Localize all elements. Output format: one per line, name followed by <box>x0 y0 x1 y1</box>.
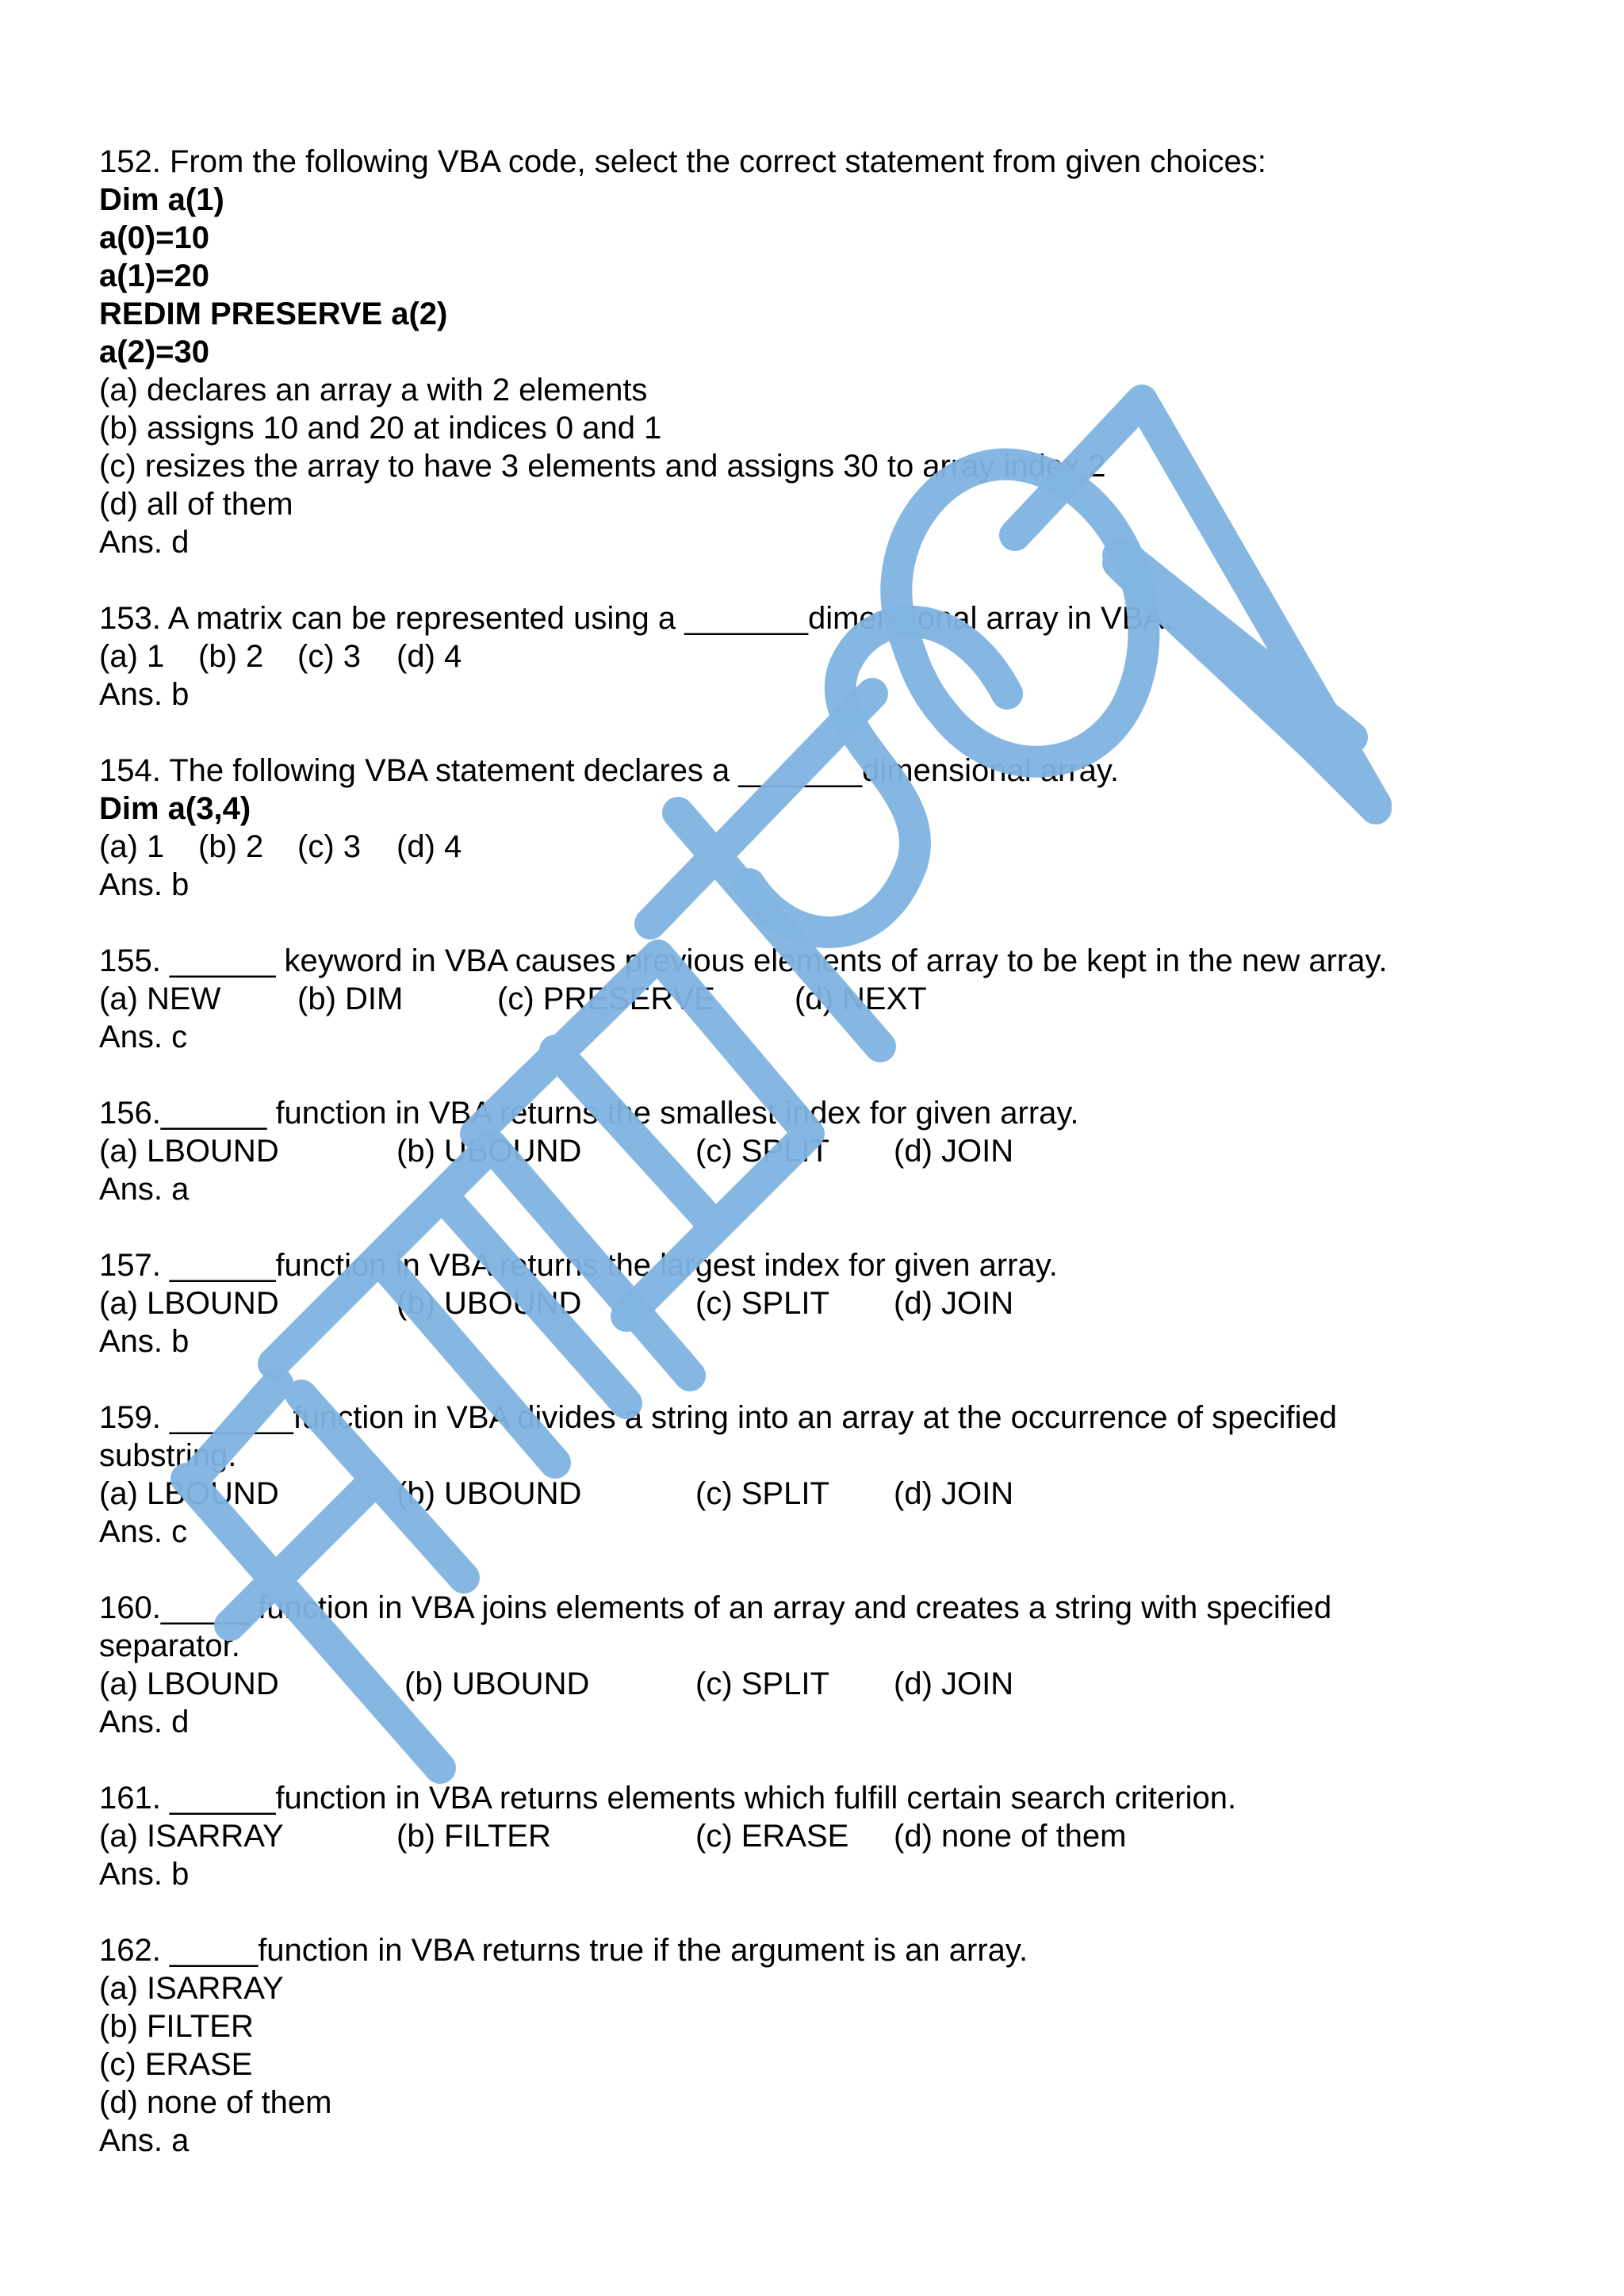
question-stem: 159. _______function in VBA divides a string into an array at the occurrence of specified <box>99 1400 1337 1435</box>
code-line: Dim a(1) <box>99 182 224 217</box>
question-stem: 157. ______function in VBA returns the largest index for given array. <box>99 1248 1058 1283</box>
option-d: (d) NEXT <box>795 982 927 1016</box>
question-159 <box>99 1399 1574 1551</box>
inline-options <box>99 1132 1574 1170</box>
option-b: (b) DIM <box>297 982 404 1016</box>
option-a: (a) LBOUND <box>99 1286 279 1321</box>
question-stem-continued: separator. <box>99 1628 240 1663</box>
question-stem-continued: substring. <box>99 1438 237 1473</box>
option-b: (b) assigns 10 and 20 at indices 0 and 1 <box>99 411 662 446</box>
answer: Ans. b <box>99 1324 190 1359</box>
option-d: (d) JOIN <box>894 1286 1014 1321</box>
answer: Ans. b <box>99 867 190 902</box>
inline-options <box>99 1817 1574 1855</box>
option-c: (c) ERASE <box>695 1819 849 1854</box>
question-stem: 156.______ function in VBA returns the smallest index for given array. <box>99 1096 1079 1131</box>
option-b: (b) UBOUND <box>396 1134 582 1169</box>
question-162 <box>99 1931 1574 2160</box>
question-list <box>99 143 1574 2198</box>
option-d: (d) none of them <box>99 2085 332 2120</box>
code-line: a(1)=20 <box>99 258 209 293</box>
question-stem: 155. ______ keyword in VBA causes previous elements of array to be kept in the new array. <box>99 943 1388 978</box>
question-stem: 162. _____function in VBA returns true if the argument is an array. <box>99 1933 1028 1968</box>
option-a: (a) 1 <box>99 829 165 864</box>
question-152 <box>99 143 1574 561</box>
question-155 <box>99 942 1574 1056</box>
option-c: (c) ERASE <box>99 2047 253 2082</box>
code-line: REDIM PRESERVE a(2) <box>99 297 448 331</box>
inline-options <box>99 1475 1574 1513</box>
question-160 <box>99 1589 1574 1741</box>
question-157 <box>99 1246 1574 1360</box>
question-stem: 161. ______function in VBA returns elements which fulfill certain search criterion. <box>99 1781 1237 1816</box>
option-a: (a) LBOUND <box>99 1476 279 1511</box>
answer: Ans. b <box>99 1857 190 1892</box>
question-153 <box>99 599 1574 714</box>
answer: Ans. d <box>99 525 190 560</box>
option-c: (c) SPLIT <box>695 1134 829 1169</box>
option-b: (b) UBOUND <box>404 1667 590 1701</box>
option-c: (c) 3 <box>297 639 361 674</box>
answer: Ans. c <box>99 1020 188 1054</box>
option-c: (c) SPLIT <box>695 1286 829 1321</box>
code-line: a(0)=10 <box>99 220 209 255</box>
option-d: (d) all of them <box>99 487 293 522</box>
option-a: (a) declares an array a with 2 elements <box>99 373 648 408</box>
inline-options <box>99 1284 1574 1322</box>
option-a: (a) ISARRAY <box>99 1819 284 1854</box>
option-a: (a) ISARRAY <box>99 1971 284 2006</box>
option-d: (d) JOIN <box>894 1134 1014 1169</box>
question-161 <box>99 1779 1574 1893</box>
answer: Ans. a <box>99 1172 190 1207</box>
option-b: (b) UBOUND <box>396 1476 582 1511</box>
option-d: (d) none of them <box>894 1819 1127 1854</box>
option-c: (c) 3 <box>297 829 361 864</box>
option-a: (a) LBOUND <box>99 1667 279 1701</box>
inline-options <box>99 980 1574 1018</box>
option-c: (c) SPLIT <box>695 1476 829 1511</box>
question-154 <box>99 752 1574 904</box>
option-c: (c) SPLIT <box>695 1667 829 1701</box>
question-stem: 152. From the following VBA code, select the correct statement from given choices: <box>99 144 1266 179</box>
option-a: (a) NEW <box>99 982 221 1016</box>
answer: Ans. a <box>99 2123 190 2158</box>
option-d: (d) 4 <box>396 639 462 674</box>
option-a: (a) LBOUND <box>99 1134 279 1169</box>
option-c: (c) resizes the array to have 3 elements and assigns 30 to array index 2 <box>99 449 1106 484</box>
option-b: (b) 2 <box>198 829 264 864</box>
option-c: (c) PRESERVE <box>497 982 715 1016</box>
option-b: (b) FILTER <box>396 1819 551 1854</box>
code-line: Dim a(3,4) <box>99 791 251 826</box>
option-d: (d) 4 <box>396 829 462 864</box>
question-stem: 160._____ function in VBA joins elements of an array and creates a string with specified <box>99 1590 1332 1625</box>
question-stem: 154. The following VBA statement declares a _______dimensional array. <box>99 753 1119 788</box>
question-156 <box>99 1094 1574 1208</box>
option-d: (d) JOIN <box>894 1667 1014 1701</box>
answer: Ans. d <box>99 1705 190 1739</box>
option-a: (a) 1 <box>99 639 165 674</box>
inline-options <box>99 1665 1574 1703</box>
inline-options <box>99 637 1574 675</box>
answer: Ans. c <box>99 1514 188 1549</box>
question-stem: 153. A matrix can be represented using a _______dimensional array in VBA. <box>99 601 1174 636</box>
option-b: (b) FILTER <box>99 2009 254 2044</box>
option-d: (d) JOIN <box>894 1476 1014 1511</box>
code-line: a(2)=30 <box>99 335 209 369</box>
answer: Ans. b <box>99 677 190 712</box>
option-b: (b) 2 <box>198 639 264 674</box>
inline-options <box>99 828 1574 866</box>
option-b: (b) UBOUND <box>396 1286 582 1321</box>
